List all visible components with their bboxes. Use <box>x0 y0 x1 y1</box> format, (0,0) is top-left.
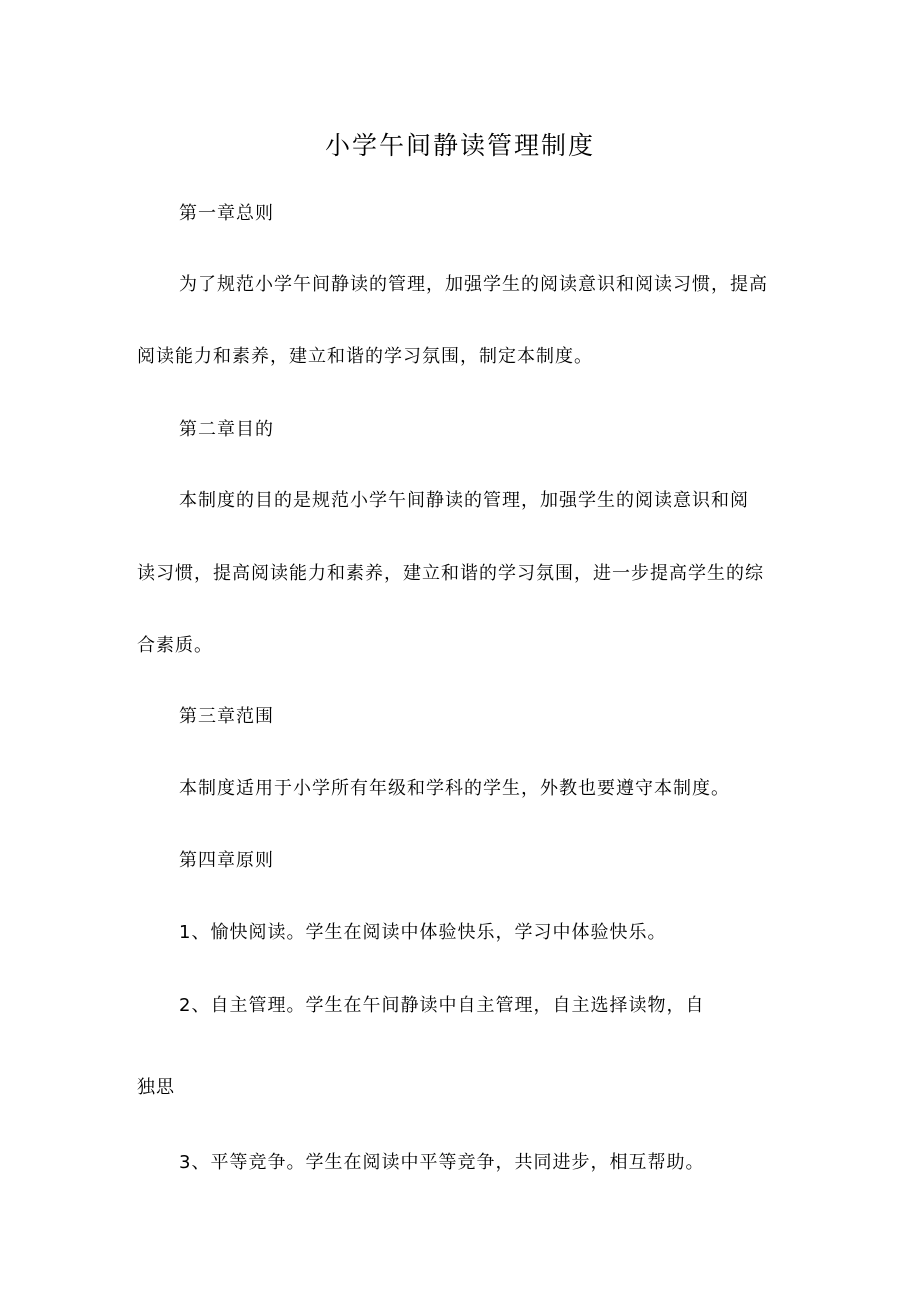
principle-2-line-2: 独思 <box>137 1077 175 1098</box>
chapter-3-paragraph-line-1: 本制度适用于小学所有年级和学科的学生，外教也要遵守本制度。 <box>179 778 730 799</box>
principle-3-line: 3、平等竞争。学生在阅读中平等竞争，共同进步，相互帮助。 <box>179 1152 705 1173</box>
chapter-1-paragraph-line-1: 为了规范小学午间静读的管理，加强学生的阅读意识和阅读习惯，提高 <box>179 274 768 295</box>
principle-2-line-1: 2、自主管理。学生在午间静读中自主管理，自主选择读物，自 <box>179 995 705 1016</box>
chapter-1-paragraph-line-2: 阅读能力和素养，建立和谐的学习氛围，制定本制度。 <box>137 346 593 367</box>
chapter-4-heading: 第四章原则 <box>179 850 274 871</box>
chapter-3-heading: 第三章范围 <box>179 706 274 727</box>
chapter-2-paragraph-line-2: 读习惯，提高阅读能力和素养，建立和谐的学习氛围，进一步提高学生的综 <box>137 563 764 584</box>
chapter-2-paragraph-line-3: 合素质。 <box>137 635 213 656</box>
principle-1-line: 1、愉快阅读。学生在阅读中体验快乐，学习中体验快乐。 <box>179 922 667 943</box>
chapter-1-heading: 第一章总则 <box>179 203 274 224</box>
chapter-2-paragraph-line-1: 本制度的目的是规范小学午间静读的管理，加强学生的阅读意识和阅 <box>179 490 749 511</box>
chapter-2-heading: 第二章目的 <box>179 419 274 440</box>
document-title: 小学午间静读管理制度 <box>324 131 595 160</box>
